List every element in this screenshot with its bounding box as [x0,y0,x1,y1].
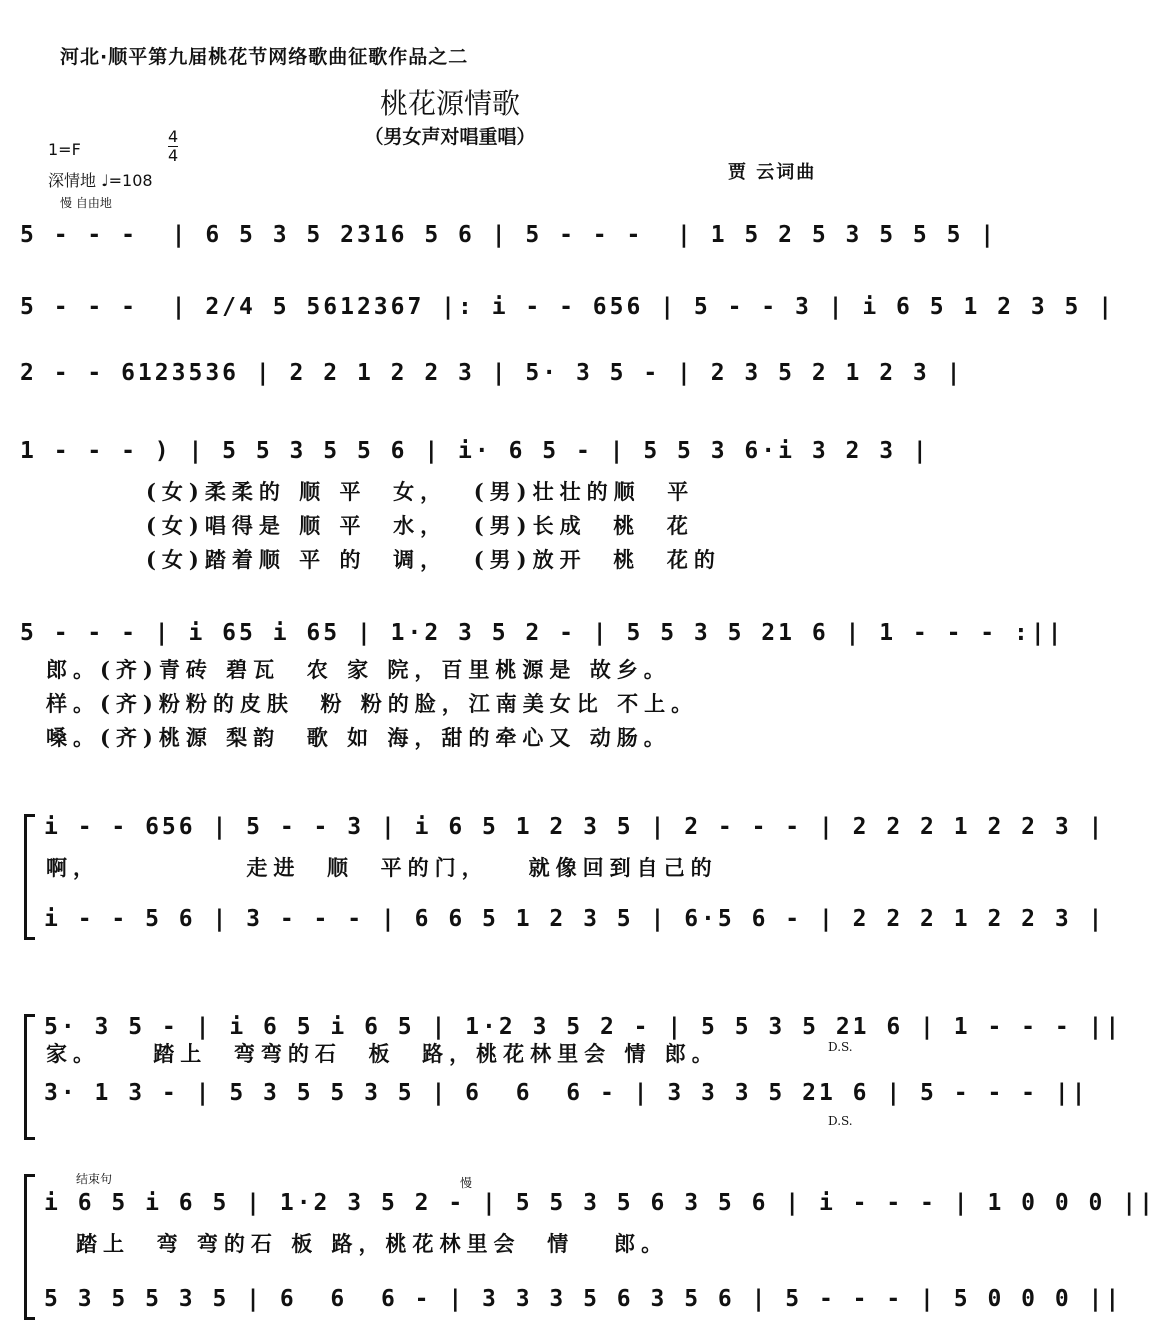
song-title: 桃花源情歌 [379,87,520,120]
notation-line: 1 - - - ) | 5 5 3 5 5 6 | i· 6 5 - | 5 5 3 6·i 3 2 3 | [20,438,930,464]
notation-line: 2 - - 6123536 | 2 2 1 2 2 3 | 5· 3 5 - | 2 3 5 2 1 2 3 | [20,360,964,386]
score-system-6 [20,808,1106,938]
ds-mark-upper: D.S. [828,1040,853,1054]
lyric-verse-1: (女)柔柔的 顺 平 女， (男)壮壮的顺 平 [146,479,695,504]
key-signature: 1=F [48,140,81,159]
score-system-1 [20,214,998,258]
upper-voice-line: i 6 5 i 6 5 | 1·2 3 5 2 - | 5 5 3 5 6 3 5 6 | i - - - | 1 0 0 0 || [44,1190,1156,1216]
meter-bottom: 4 [168,146,179,165]
lower-voice-line: 5 3 5 5 3 5 | 6 6 6 - | 3 3 3 5 6 3 5 6 | 5 - - - | 5 0 0 0 || [44,1286,1123,1312]
lower-voice-line: i - - 5 6 | 3 - - - | 6 6 5 1 2 3 5 | 6·5 6 - | 2 2 2 1 2 2 3 | [44,906,1106,932]
lyric-line: 踏上 弯 弯的石 板 路，桃花林里会 情 郎。 [76,1231,669,1256]
notation-line: 5 - - - | 2/4 5 5612367 |: i - - 656 | 5 - - 3 | i 6 5 1 2 3 5 | [20,294,1116,320]
score-system-2 [20,286,1116,330]
score-system-5 [20,614,1065,754]
lower-voice-line: 3· 1 3 - | 5 3 5 5 3 5 | 6 6 6 - | 3 3 3 5 21 6 | 5 - - - || [44,1080,1089,1106]
lyric-verse-2: 样。(齐)粉粉的皮肤 粉 粉的脸，江南美女比 不上。 [46,691,699,716]
author-credit: 贾 云词曲 [728,162,817,183]
meter-top: 4 [168,127,179,146]
song-subtitle: （男女声对唱重唱） [364,126,536,148]
coda-mark: 结束句 [76,1172,113,1186]
lyric-verse-3: 嗓。(齐)桃源 梨韵 歌 如 海，甜的牵心又 动肠。 [46,725,671,750]
lyric-line: 家。 踏上 弯弯的石 板 路，桃花林里会 情 郎。 [46,1041,719,1066]
time-signature [168,128,178,165]
score-system-3 [20,352,964,396]
lyric-verse-2: (女)唱得是 顺 平 水， (男)长成 桃 花 [146,513,694,538]
tempo-slow-mark: 慢 [460,1176,473,1190]
upper-voice-line: i - - 656 | 5 - - 3 | i 6 5 1 2 3 5 | 2 - - - | 2 2 2 1 2 2 3 | [44,814,1106,840]
system-brace [24,1014,35,1140]
notation-line: 5 - - - | 6 5 3 5 2316 5 6 | 5 - - - | 1 5 2 5 3 5 5 5 | [20,222,998,248]
score-system-4 [20,432,930,572]
score-system-8 [20,1168,1156,1318]
system-brace [24,814,35,940]
upper-voice-line: 5· 3 5 - | i 6 5 i 6 5 | 1·2 3 5 2 - | 5 5 3 5 21 6 | 1 - - - || [44,1014,1123,1040]
lyric-line: 啊， 走进 顺 平的门， 就像回到自己的 [46,855,718,880]
system-brace [24,1174,35,1320]
notation-line: 5 - - - | i 65 i 65 | 1·2 3 5 2 - | 5 5 3 5 21 6 | 1 - - - :|| [20,620,1065,646]
lyric-verse-1: 郎。(齐)青砖 碧瓦 农 家 院，百里桃源是 故乡。 [46,657,671,682]
lyric-verse-3: (女)踏着顺 平 的 调， (男)放开 桃 花的 [146,547,721,572]
tempo-marking: 深情地 ♩=108 [48,171,153,190]
score-system-7 [20,1008,1123,1138]
expression-mark: 慢 自由地 [60,196,112,210]
ds-mark-lower: D.S. [828,1114,853,1128]
series-line: 河北·顺平第九届桃花节网络歌曲征歌作品之二 [60,46,469,68]
